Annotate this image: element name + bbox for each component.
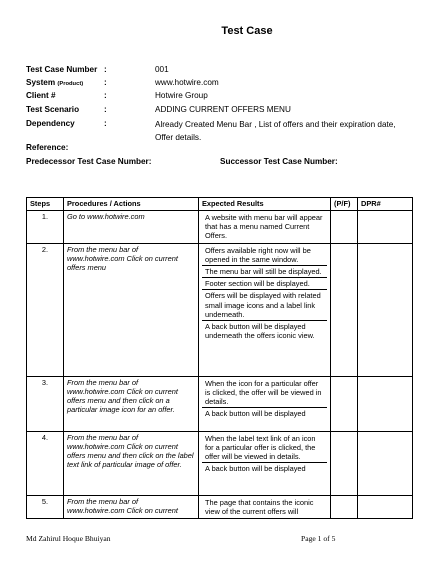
step-number: 2.: [27, 243, 64, 376]
expected-item: A website with menu bar will appear that has a menu named Current Offers.: [205, 213, 323, 241]
field-value: www.hotwire.com: [155, 78, 219, 87]
field-value: Hotwire Group: [155, 91, 208, 100]
dpr-cell: [358, 431, 413, 495]
field-label: Test Case Number: [26, 65, 98, 74]
field-label: Dependency: [26, 119, 75, 128]
expected-item: A back button will be displayed underneath the offers iconic view.: [205, 322, 315, 341]
step-action: From the menu bar of www.hotwire.com Click on current: [64, 495, 199, 518]
footer-author: Md Zahirul Hoque Bhuiyan: [26, 534, 111, 543]
footer-page-number: Page 1 of 5: [301, 534, 336, 543]
step-action: From the menu bar of www.hotwire.com Click on current offers menu and then click on the label text link of particular image of offer.: [64, 431, 199, 495]
steps-table: [26, 197, 413, 519]
step-action: From the menu bar of www.hotwire.com Click on current offers menu: [64, 243, 199, 376]
step-number: 3.: [27, 376, 64, 431]
pf-cell: [331, 243, 358, 376]
step-expected: [199, 211, 331, 244]
dpr-cell: [358, 495, 413, 518]
field-value: ADDING CURRENT OFFERS MENU: [155, 105, 291, 114]
dpr-cell: [358, 376, 413, 431]
field-label: Test Scenario: [26, 105, 80, 114]
step-number: 5.: [27, 495, 64, 518]
field-value: 001: [155, 65, 169, 74]
reference-title: Reference:: [26, 143, 69, 152]
expected-item: Footer section will be displayed.: [202, 278, 327, 290]
page-title: Test Case: [221, 25, 273, 37]
field-colon: :: [104, 105, 107, 114]
field-label-text: System: [26, 78, 56, 87]
dpr-cell: [358, 211, 413, 244]
step-number: 1.: [27, 211, 64, 244]
expected-item: The menu bar will still be displayed.: [202, 266, 327, 278]
pf-cell: [331, 211, 358, 244]
header-expected: Expected Results: [199, 198, 331, 211]
pf-cell: [331, 495, 358, 518]
field-colon: :: [104, 119, 107, 128]
expected-item: The page that contains the iconic view of the current offers will: [205, 497, 314, 516]
table-header-row: [27, 198, 413, 211]
field-value: Already Created Menu Bar , List of offers and their expiration date, Offer details.: [155, 120, 396, 142]
field-label: [26, 77, 83, 90]
expected-item: When the icon for a particular offer is clicked, the offer will be viewed in details.: [202, 378, 327, 409]
predecessor-label: Predecessor Test Case Number:: [26, 157, 152, 166]
step-expected: [199, 431, 331, 495]
table-row: [27, 376, 413, 431]
step-expected: [199, 243, 331, 376]
step-expected: [199, 495, 331, 518]
field-colon: :: [104, 65, 107, 74]
expected-item: A back button will be displayed: [205, 464, 306, 474]
successor-label: Successor Test Case Number:: [220, 157, 338, 166]
dpr-cell: [358, 243, 413, 376]
header-steps: Steps: [27, 198, 64, 211]
step-number: 4.: [27, 431, 64, 495]
header-pf: (P/F): [331, 198, 358, 211]
table-row: [27, 243, 413, 376]
table-row: [27, 211, 413, 244]
expected-item: A back button will be displayed: [205, 409, 306, 419]
header-dpr: DPR#: [358, 198, 413, 211]
pf-cell: [331, 431, 358, 495]
step-action: Go to www.hotwire.com: [64, 211, 199, 244]
step-action: From the menu bar of www.hotwire.com Click on current offers menu and then click on a particular image icon for an offer.: [64, 376, 199, 431]
header-procedures: Procedures / Actions: [64, 198, 199, 211]
step-expected: [199, 376, 331, 431]
pf-cell: [331, 376, 358, 431]
expected-item: Offers available right now will be opened in the same window.: [202, 245, 327, 266]
field-colon: :: [104, 91, 107, 100]
table-row: [27, 431, 413, 495]
expected-item: Offers will be displayed with related small image icons and a label link underneath.: [202, 290, 327, 321]
field-label: Client #: [26, 91, 56, 100]
table-row: [27, 495, 413, 518]
field-colon: :: [104, 78, 107, 87]
expected-item: When the label text link of an icon for a particular offer is clicked, the offer will be viewed in details.: [202, 433, 327, 464]
field-label-sub: (Product): [57, 81, 84, 87]
